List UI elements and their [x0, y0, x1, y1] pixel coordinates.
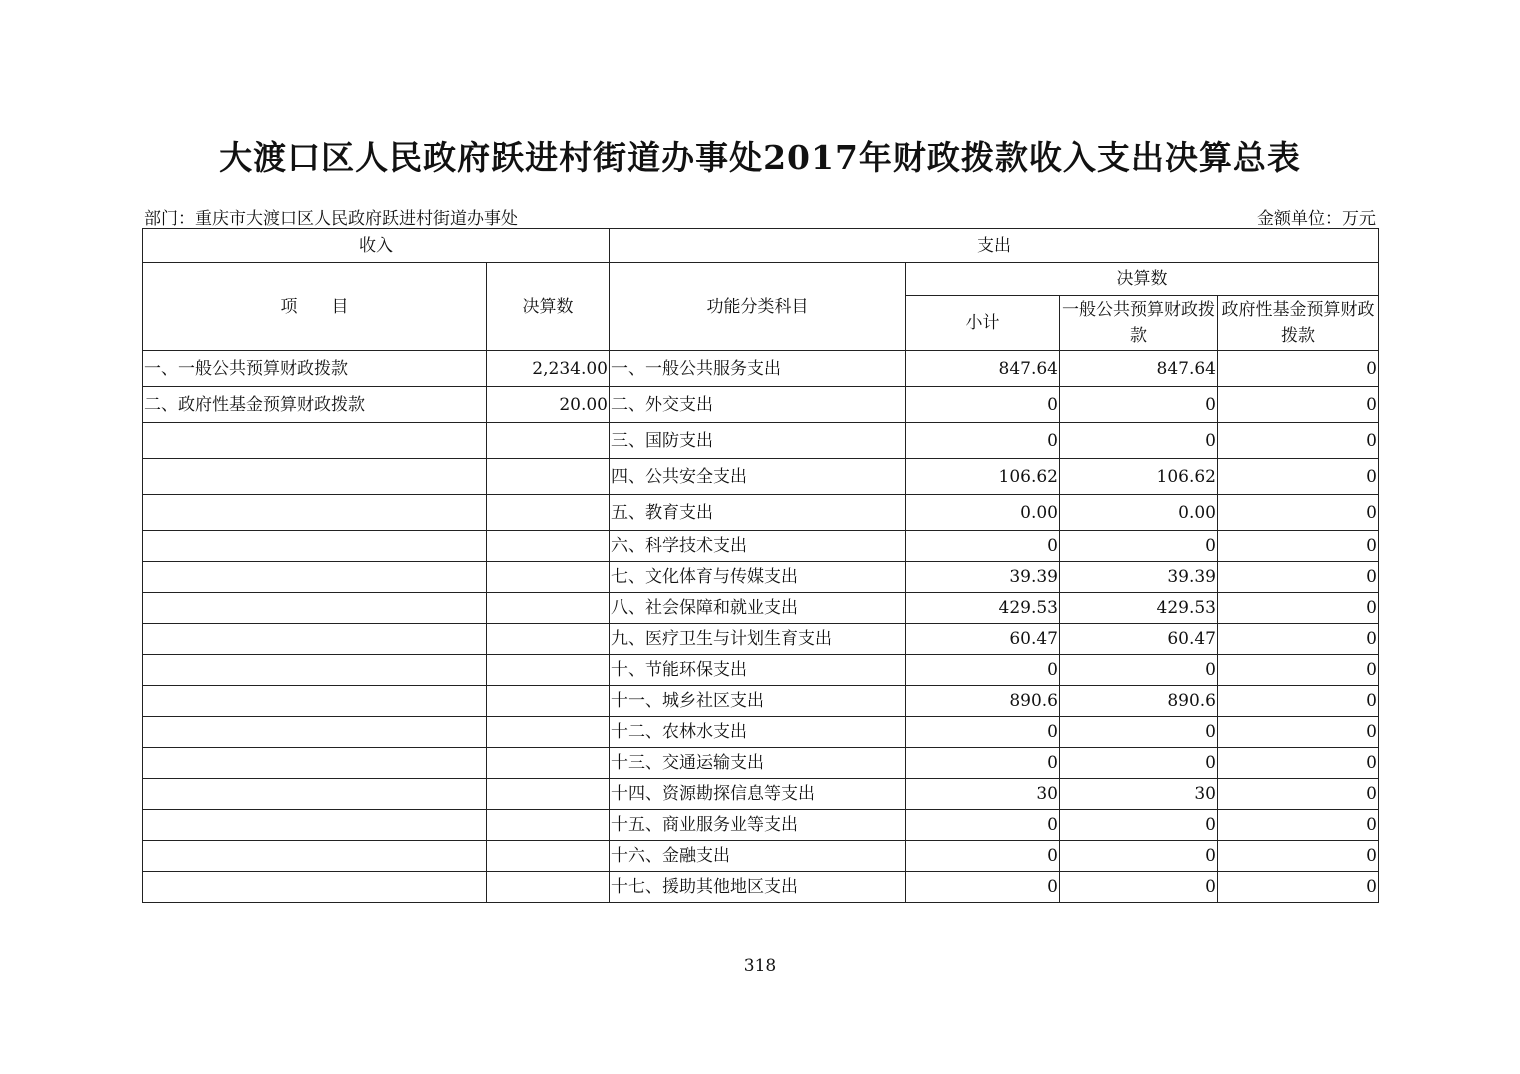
expense-item-cell: 十二、农林水支出	[610, 717, 906, 748]
unit-label: 金额单位：万元	[1257, 209, 1376, 229]
expense-item-cell: 十四、资源勘探信息等支出	[610, 779, 906, 810]
income-amount-cell: 2,234.00	[487, 351, 610, 387]
expense-item-cell: 四、公共安全支出	[610, 459, 906, 495]
expense-item-cell: 三、国防支出	[610, 423, 906, 459]
table-row	[143, 717, 1379, 748]
income-amount-cell	[487, 810, 610, 841]
gov-fund-cell: 0	[1218, 531, 1379, 562]
income-amount-cell	[487, 459, 610, 495]
general-budget-cell: 0	[1060, 387, 1218, 423]
income-amount-cell	[487, 872, 610, 903]
gov-fund-cell: 0	[1218, 686, 1379, 717]
income-amount-cell	[487, 748, 610, 779]
income-amount-cell	[487, 562, 610, 593]
general-budget-cell: 0	[1060, 748, 1218, 779]
table-row	[143, 841, 1379, 872]
table-row	[143, 624, 1379, 655]
expense-item-cell: 十五、商业服务业等支出	[610, 810, 906, 841]
expense-header: 支出	[610, 229, 1379, 263]
gov-fund-cell: 0	[1218, 624, 1379, 655]
income-item-cell	[143, 717, 487, 748]
gov-fund-cell: 0	[1218, 351, 1379, 387]
subtotal-header: 小计	[906, 296, 1060, 351]
subtotal-cell: 30	[906, 779, 1060, 810]
table-header	[143, 229, 1379, 351]
table-row	[143, 562, 1379, 593]
subtotal-cell: 39.39	[906, 562, 1060, 593]
general-budget-cell: 0.00	[1060, 495, 1218, 531]
general-budget-cell: 890.6	[1060, 686, 1218, 717]
income-item-cell	[143, 810, 487, 841]
general-budget-cell: 0	[1060, 655, 1218, 686]
income-item-cell	[143, 423, 487, 459]
table-row	[143, 351, 1379, 387]
subtotal-cell: 0	[906, 655, 1060, 686]
income-amount-cell	[487, 593, 610, 624]
function-category-header: 功能分类科目	[610, 263, 906, 351]
general-budget-cell: 0	[1060, 872, 1218, 903]
subtotal-cell: 0	[906, 531, 1060, 562]
final-amount-header: 决算数	[487, 263, 610, 351]
gov-fund-cell: 0	[1218, 495, 1379, 531]
general-budget-cell: 0	[1060, 423, 1218, 459]
table-row	[143, 495, 1379, 531]
general-budget-cell: 429.53	[1060, 593, 1218, 624]
general-budget-cell: 39.39	[1060, 562, 1218, 593]
subtotal-cell: 60.47	[906, 624, 1060, 655]
income-item-cell	[143, 593, 487, 624]
income-item-cell: 二、政府性基金预算财政拨款	[143, 387, 487, 423]
subtotal-cell: 0	[906, 387, 1060, 423]
gov-fund-cell: 0	[1218, 459, 1379, 495]
income-item-cell	[143, 655, 487, 686]
subtotal-cell: 0	[906, 810, 1060, 841]
general-budget-cell: 0	[1060, 717, 1218, 748]
page-number: 318	[743, 956, 777, 976]
gov-fund-cell: 0	[1218, 423, 1379, 459]
income-item-cell	[143, 562, 487, 593]
gov-fund-cell: 0	[1218, 810, 1379, 841]
income-item-cell	[143, 459, 487, 495]
table-row	[143, 593, 1379, 624]
gov-fund-cell: 0	[1218, 779, 1379, 810]
income-item-cell	[143, 748, 487, 779]
subtotal-cell: 0	[906, 423, 1060, 459]
table-row	[143, 423, 1379, 459]
subtotal-cell: 429.53	[906, 593, 1060, 624]
final-amount-group-header: 决算数	[906, 263, 1379, 296]
table-row	[143, 748, 1379, 779]
table-row	[143, 655, 1379, 686]
table-body	[143, 351, 1379, 903]
expense-item-cell: 十七、援助其他地区支出	[610, 872, 906, 903]
subtotal-cell: 0	[906, 717, 1060, 748]
gov-fund-cell: 0	[1218, 655, 1379, 686]
table-row	[143, 387, 1379, 423]
income-item-cell	[143, 686, 487, 717]
income-amount-cell	[487, 624, 610, 655]
subtotal-cell: 0	[906, 748, 1060, 779]
table-row	[143, 459, 1379, 495]
expense-item-cell: 十三、交通运输支出	[610, 748, 906, 779]
table-row	[143, 779, 1379, 810]
subtotal-cell: 890.6	[906, 686, 1060, 717]
general-budget-cell: 106.62	[1060, 459, 1218, 495]
general-budget-cell: 0	[1060, 841, 1218, 872]
expense-item-cell: 九、医疗卫生与计划生育支出	[610, 624, 906, 655]
income-amount-cell	[487, 655, 610, 686]
income-item-cell: 一、一般公共预算财政拨款	[143, 351, 487, 387]
subtotal-cell: 847.64	[906, 351, 1060, 387]
income-amount-cell: 20.00	[487, 387, 610, 423]
budget-table	[142, 228, 1379, 903]
table-row	[143, 686, 1379, 717]
expense-item-cell: 十六、金融支出	[610, 841, 906, 872]
table-row	[143, 810, 1379, 841]
expense-item-cell: 一、一般公共服务支出	[610, 351, 906, 387]
subtotal-cell: 0	[906, 841, 1060, 872]
page-title: 大渡口区人民政府跃进村街道办事处2017年财政拨款收入支出决算总表	[219, 138, 1301, 177]
gov-fund-header: 政府性基金预算财政拨款	[1218, 296, 1379, 351]
gov-fund-cell: 0	[1218, 841, 1379, 872]
income-header: 收入	[143, 229, 610, 263]
expense-item-cell: 二、外交支出	[610, 387, 906, 423]
general-budget-cell: 30	[1060, 779, 1218, 810]
income-item-cell	[143, 779, 487, 810]
item-header: 项 目	[143, 263, 487, 351]
income-amount-cell	[487, 686, 610, 717]
gov-fund-cell: 0	[1218, 748, 1379, 779]
general-budget-header: 一般公共预算财政拨款	[1060, 296, 1218, 351]
expense-item-cell: 十一、城乡社区支出	[610, 686, 906, 717]
expense-item-cell: 五、教育支出	[610, 495, 906, 531]
gov-fund-cell: 0	[1218, 872, 1379, 903]
income-amount-cell	[487, 779, 610, 810]
table-row	[143, 531, 1379, 562]
income-amount-cell	[487, 423, 610, 459]
subtotal-cell: 106.62	[906, 459, 1060, 495]
general-budget-cell: 847.64	[1060, 351, 1218, 387]
income-item-cell	[143, 531, 487, 562]
general-budget-cell: 0	[1060, 810, 1218, 841]
income-item-cell	[143, 841, 487, 872]
subtotal-cell: 0.00	[906, 495, 1060, 531]
general-budget-cell: 0	[1060, 531, 1218, 562]
gov-fund-cell: 0	[1218, 562, 1379, 593]
gov-fund-cell: 0	[1218, 717, 1379, 748]
income-amount-cell	[487, 841, 610, 872]
department-label: 部门：重庆市大渡口区人民政府跃进村街道办事处	[144, 209, 518, 229]
expense-item-cell: 六、科学技术支出	[610, 531, 906, 562]
income-item-cell	[143, 624, 487, 655]
table-row	[143, 872, 1379, 903]
gov-fund-cell: 0	[1218, 593, 1379, 624]
income-item-cell	[143, 495, 487, 531]
income-amount-cell	[487, 531, 610, 562]
income-item-cell	[143, 872, 487, 903]
general-budget-cell: 60.47	[1060, 624, 1218, 655]
gov-fund-cell: 0	[1218, 387, 1379, 423]
income-amount-cell	[487, 717, 610, 748]
expense-item-cell: 十、节能环保支出	[610, 655, 906, 686]
expense-item-cell: 七、文化体育与传媒支出	[610, 562, 906, 593]
expense-item-cell: 八、社会保障和就业支出	[610, 593, 906, 624]
income-amount-cell	[487, 495, 610, 531]
subtotal-cell: 0	[906, 872, 1060, 903]
